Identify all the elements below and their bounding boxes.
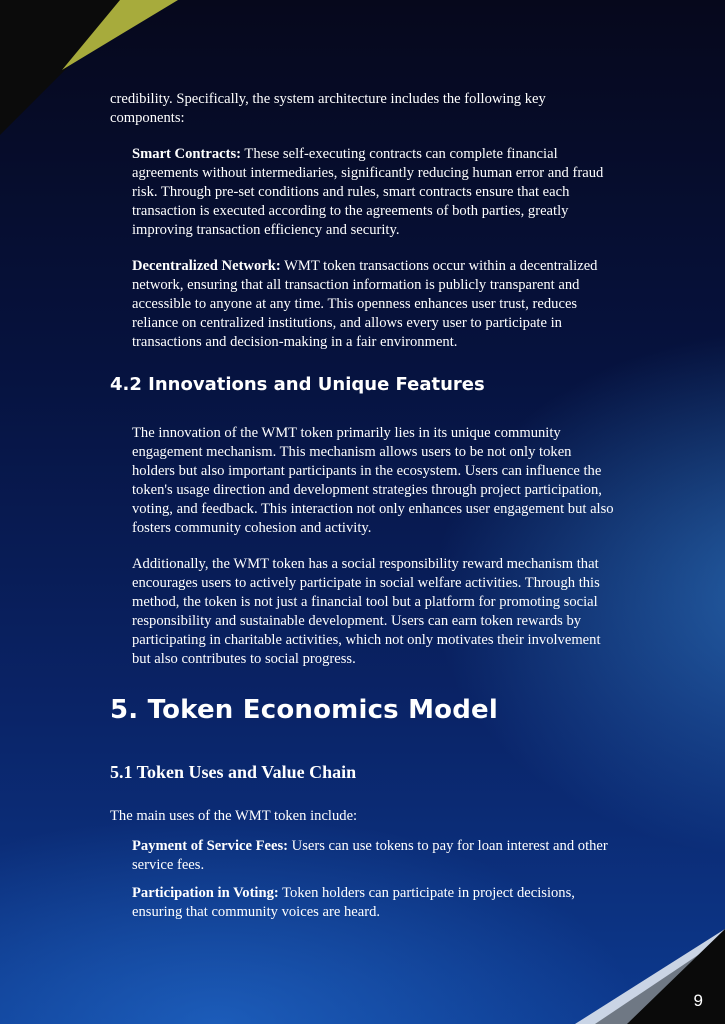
use-item-voting xyxy=(132,884,617,922)
use-text: Users can use tokens to pay for loan interest and other service fees. xyxy=(132,838,608,873)
use-term: Participation in Voting: xyxy=(132,885,279,901)
paragraph-social-responsibility: Additionally, the WMT token has a social responsibility reward mechanism that encourages users to actively participate in social welfare activities. Through this method, the token is not just a financial tool but a platform for promoting social responsibility and sustainable development. Users can earn token rewards by participating in charitable activities, which not only motivates their involvement but also contributes to social progress. xyxy=(132,556,601,667)
component-smart-contracts xyxy=(132,145,617,240)
paragraph-innovation: The innovation of the WMT token primarily lies in its unique community engagement mechanism. This mechanism allows users to be not only token holders but also important participants in the ecosystem. Users can influence the token's usage direction and development strategies through project participation, voting, and feedback. This interaction not only enhances user engagement but also fosters community cohesion and activity. xyxy=(132,425,614,536)
section-heading-5-1: 5.1 Token Uses and Value Chain xyxy=(110,762,357,782)
component-text: WMT token transactions occur within a decentralized network, ensuring that all transaction information is publicly transparent and accessible to anyone at any time. This openness enhances user trust, reduces reliance on centralized institutions, and allows every user to participate in transactions and decision-making in a fair environment. xyxy=(132,258,598,350)
uses-intro: The main uses of the WMT token include: xyxy=(110,808,358,824)
component-text: These self-executing contracts can complete financial agreements without intermediaries, significantly reducing human error and fraud risk. Through pre-set conditions and rules, smart contracts ensure that each transaction is executed according to the agreements of both parties, greatly improving transaction efficiency and security. xyxy=(132,146,604,238)
use-item-service-fees xyxy=(132,837,617,875)
use-text: Token holders can participate in project decisions, ensuring that community voices are heard. xyxy=(132,885,575,920)
component-term: Smart Contracts: xyxy=(132,146,242,162)
page-number: 9 xyxy=(693,991,703,1010)
section-heading-4-2: 4.2 Innovations and Unique Features xyxy=(110,374,485,395)
section-heading-5: 5. Token Economics Model xyxy=(110,695,498,725)
component-term: Decentralized Network: xyxy=(132,258,281,274)
use-term: Payment of Service Fees: xyxy=(132,838,289,854)
component-decentralized-network xyxy=(132,257,617,352)
intro-paragraph: credibility. Specifically, the system architecture includes the following key components: xyxy=(110,91,546,126)
